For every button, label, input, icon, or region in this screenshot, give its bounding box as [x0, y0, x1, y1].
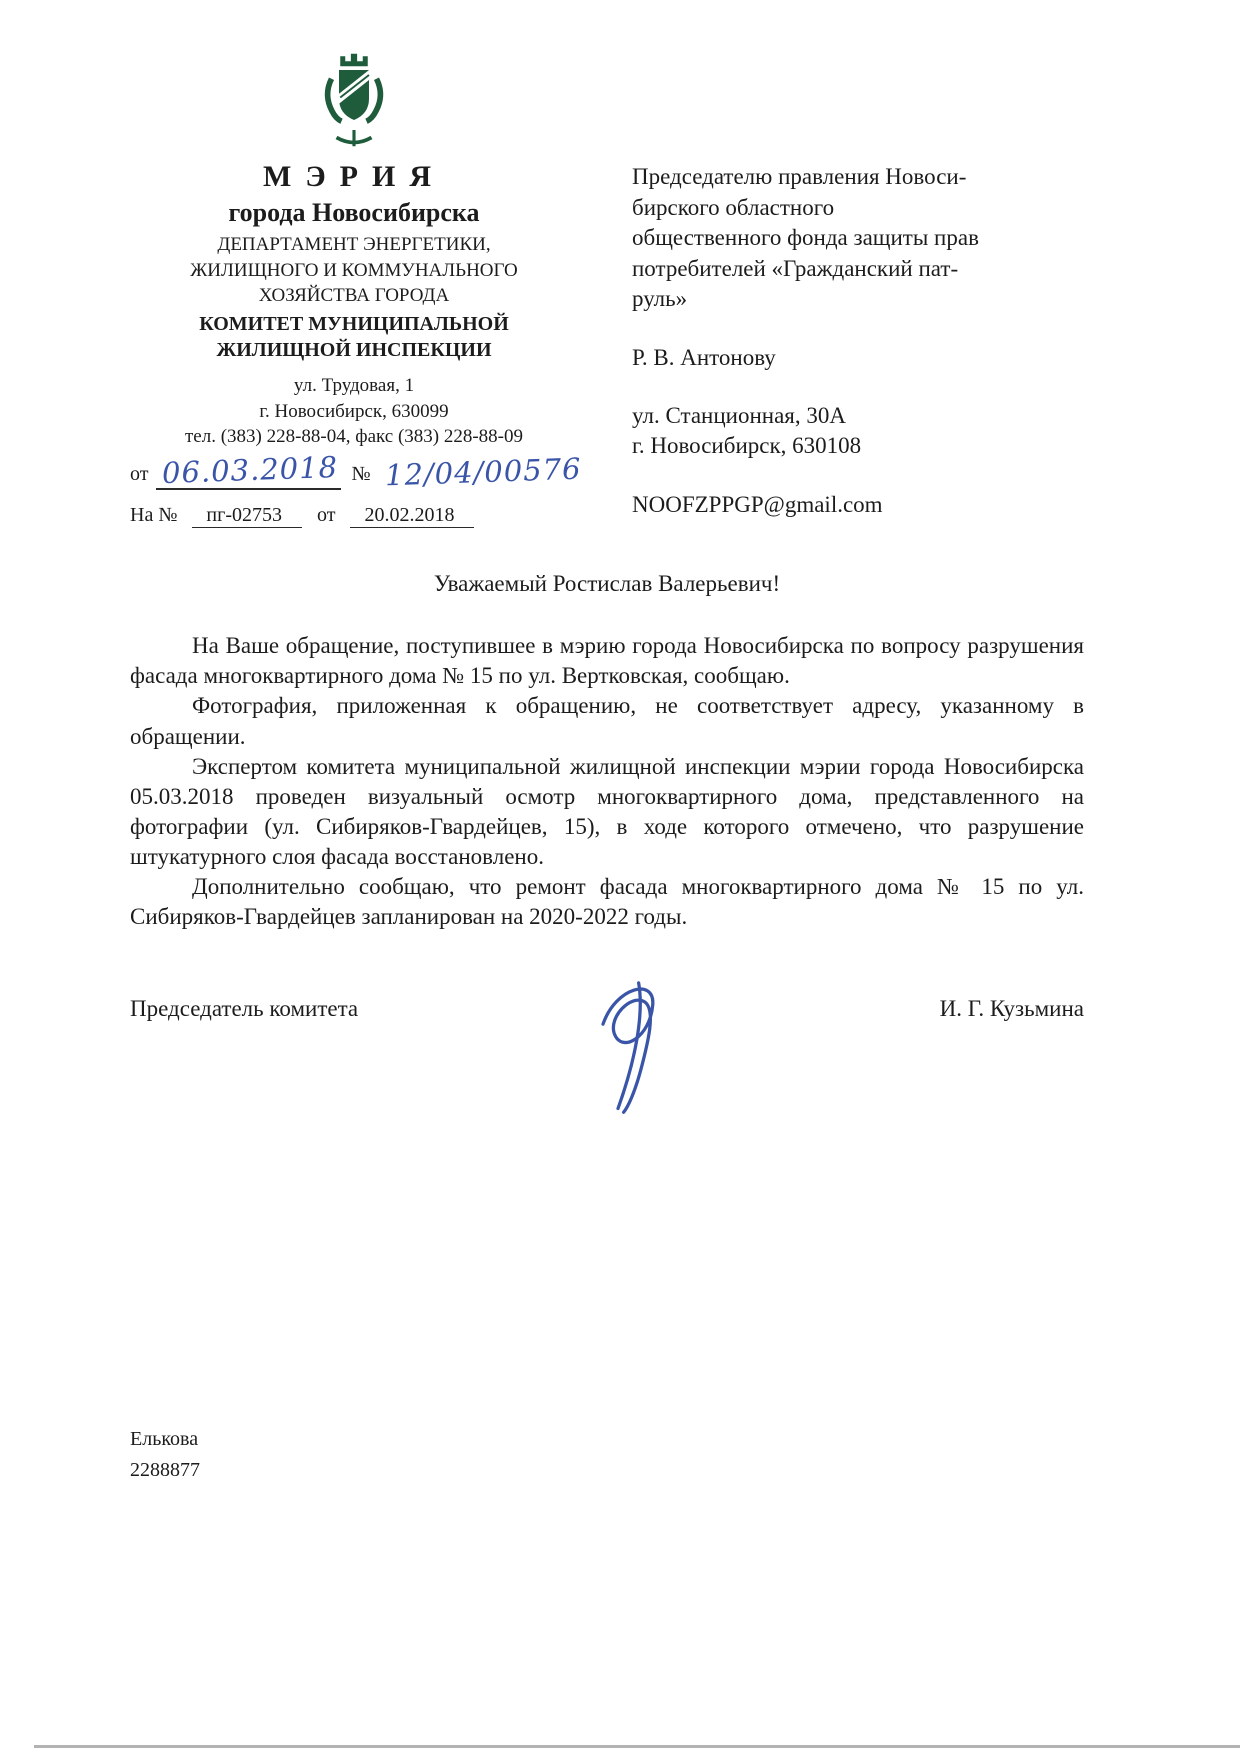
signature-row: [130, 996, 1084, 1022]
body-paragraph: Дополнительно сообщаю, что ремонт фасада многоквартирного дома № 15 по ул. Сибиряков-Гвардейцев запланирован на 2020-2022 годы.: [130, 874, 1084, 930]
executor-phone: 2288877: [130, 1459, 200, 1481]
handwritten-date: 06.03.2018: [161, 450, 340, 491]
recipient-org-line: Председателю правления Новоси-: [632, 164, 967, 189]
signature-scribble-icon: [578, 966, 688, 1116]
org-name-primary: МЭРИЯ: [263, 160, 445, 193]
reply-number: пг-02753: [192, 504, 302, 528]
org-address-city: г. Новосибирск, 630099: [259, 400, 449, 422]
org-address-street: ул. Трудовая, 1: [293, 374, 415, 396]
recipient-email: NOOFZPPGP@gmail.com: [632, 492, 883, 518]
executor-block: [130, 1424, 200, 1486]
recipient-name: Р. В. Антонову: [632, 344, 776, 370]
recipient-block: [632, 50, 1084, 518]
letterhead: [130, 50, 1084, 527]
org-name-secondary: города Новосибирска: [228, 198, 480, 227]
reply-from-label: от: [316, 504, 336, 527]
ref-number-label: №: [351, 463, 371, 486]
recipient-address-city: г. Новосибирск, 630108: [632, 433, 862, 459]
coat-of-arms-icon: [130, 50, 578, 150]
org-department-line: ХОЗЯЙСТВА ГОРОДА: [258, 285, 450, 307]
org-contacts: тел. (383) 228-88-04, факс (383) 228-88-09: [184, 426, 524, 448]
recipient-org-line: руль»: [632, 286, 688, 312]
letter-body: [130, 631, 1084, 932]
body-paragraph: На Ваше обращение, поступившее в мэрию города Новосибирска по вопросу разрушения фасада многоквартирного дома № 15 по ул. Вертковская, сообщаю.: [130, 633, 1084, 689]
scan-artifact-line: [34, 1745, 1240, 1748]
org-department-line: ДЕПАРТАМЕНТ ЭНЕРГЕТИКИ,: [217, 234, 491, 255]
salutation: Уважаемый Ростислав Валерьевич!: [433, 571, 781, 597]
signatory-title: Председатель комитета: [130, 996, 359, 1022]
org-department-line: ЖИЛИЩНОГО И КОММУНАЛЬНОГО: [190, 259, 518, 281]
sender-block: [130, 50, 582, 527]
reply-date: 20.02.2018: [350, 504, 474, 528]
incoming-ref-line: [130, 504, 578, 527]
recipient-org-line: бирского областного: [632, 194, 835, 220]
ref-from-label: от: [130, 463, 149, 486]
body-paragraph: Фотография, приложенная к обращению, не соответствует адресу, указанному в обращении.: [130, 693, 1084, 749]
signatory-name: И. Г. Кузьмина: [939, 996, 1084, 1022]
outgoing-ref-line: [130, 450, 582, 493]
recipient-address-street: ул. Станционная, 30А: [632, 402, 846, 428]
body-paragraph: Экспертом комитета муниципальной жилищной инспекции мэрии города Новосибирска 05.03.2018 проведен визуальный осмотр многоквартирного дома, представленного на фотографии (ул. Сибиряков-Гвардейцев, 15), в ходе которого отмечено, что разрушение штукатурного слоя фасада восстановлено.: [130, 753, 1084, 870]
executor-name: Елькова: [130, 1428, 199, 1450]
recipient-org-line: общественного фонда защиты прав: [632, 225, 979, 251]
handwritten-number: 12/04/00576: [384, 451, 582, 493]
org-committee-line: КОМИТЕТ МУНИЦИПАЛЬНОЙ: [199, 312, 509, 335]
reply-label: На №: [130, 504, 178, 527]
org-committee-line: ЖИЛИЩНОЙ ИНСПЕКЦИИ: [216, 338, 492, 361]
recipient-org-line: потребителей «Гражданский пат-: [632, 255, 959, 281]
